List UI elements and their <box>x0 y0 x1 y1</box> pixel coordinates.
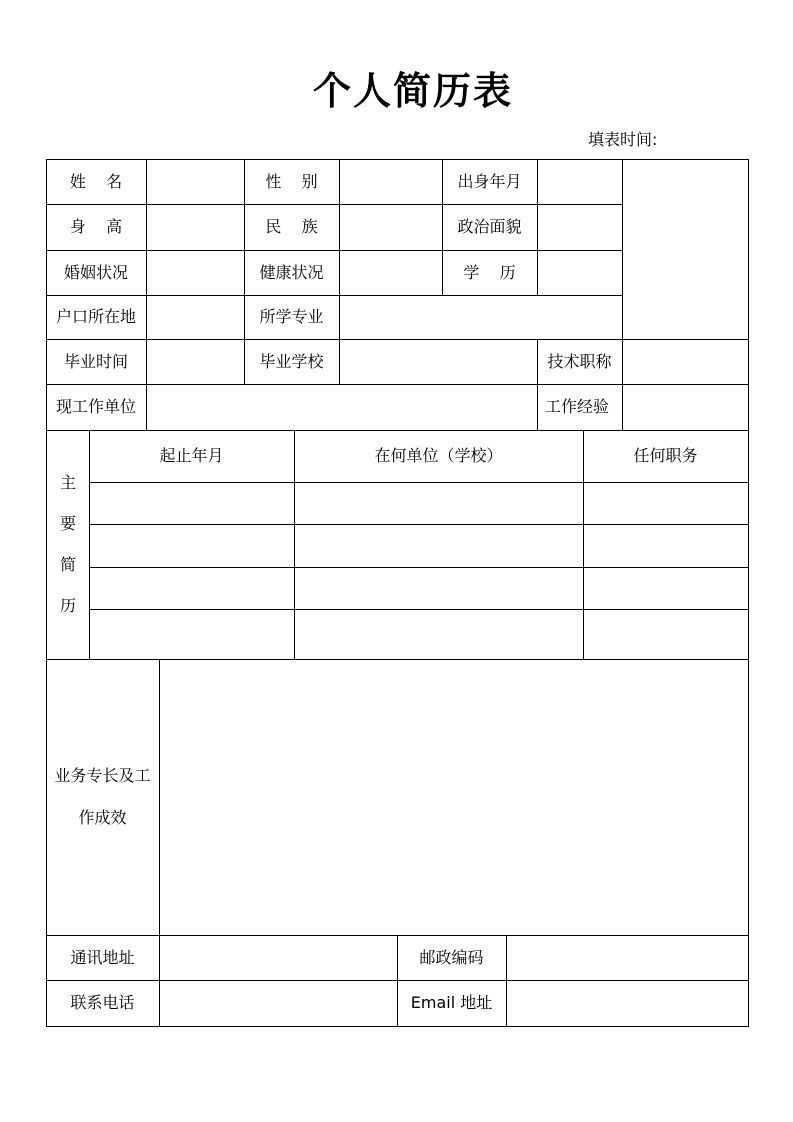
input-major[interactable] <box>340 296 622 339</box>
input-current-employer[interactable] <box>147 385 537 430</box>
resume-header-employer: 在何单位（学校） <box>374 446 503 465</box>
resume-cell[interactable] <box>295 610 583 659</box>
input-education[interactable] <box>538 251 622 295</box>
input-health[interactable] <box>340 251 442 295</box>
label-phone: 联系电话 <box>70 993 135 1012</box>
input-phone[interactable] <box>160 981 397 1026</box>
expertise-label: 业务专长及工作成效 <box>54 766 151 827</box>
resume-cell[interactable] <box>295 568 583 609</box>
label-ethnicity: 民 族 <box>265 217 318 236</box>
input-name[interactable] <box>147 160 244 204</box>
label-tech-title: 技术职称 <box>547 351 612 371</box>
label-major: 所学专业 <box>259 307 324 326</box>
input-email[interactable] <box>507 981 748 1026</box>
expertise-input[interactable] <box>160 660 748 935</box>
page-title: 个人简历表 <box>312 69 513 113</box>
input-postcode[interactable] <box>507 936 748 980</box>
label-grad-school: 毕业学校 <box>259 351 324 371</box>
label-height: 身 高 <box>69 217 123 236</box>
label-address: 通讯地址 <box>70 947 135 967</box>
resume-side-label <box>46 430 90 659</box>
label-current-employer: 现工作单位 <box>55 397 136 416</box>
resume-cell[interactable] <box>90 610 294 659</box>
label-marital: 婚姻状况 <box>63 262 128 282</box>
label-hukou: 户口所在地 <box>55 307 136 326</box>
resume-cell[interactable] <box>584 568 748 609</box>
input-gender[interactable] <box>340 160 442 204</box>
input-grad-school[interactable] <box>340 340 537 384</box>
label-work-experience: 工作经验 <box>544 397 609 416</box>
label-postcode: 邮政编码 <box>419 947 484 967</box>
label-email: Email 地址 <box>410 993 493 1012</box>
input-hukou[interactable] <box>147 296 244 339</box>
label-name: 姓 名 <box>69 171 123 191</box>
input-ethnicity[interactable] <box>340 205 442 250</box>
label-political: 政治面貌 <box>457 217 522 236</box>
label-gender: 性 别 <box>265 171 318 191</box>
resume-header-period: 起止年月 <box>159 446 224 465</box>
input-marital[interactable] <box>147 251 244 295</box>
resume-side-char: 要 <box>59 514 76 533</box>
input-work-experience[interactable] <box>623 385 748 430</box>
input-address[interactable] <box>160 936 397 980</box>
input-political[interactable] <box>538 205 622 250</box>
input-tech-title[interactable] <box>623 340 748 384</box>
input-birth[interactable] <box>538 160 622 204</box>
input-grad-time[interactable] <box>147 340 244 384</box>
label-grad-time: 毕业时间 <box>63 351 128 371</box>
label-education: 学 历 <box>463 262 516 282</box>
resume-cell[interactable] <box>584 610 748 659</box>
resume-cell[interactable] <box>90 483 294 524</box>
resume-cell[interactable] <box>295 525 583 567</box>
fill-date-label: 填表时间: <box>588 130 658 149</box>
resume-side-char: 历 <box>59 596 76 615</box>
expertise-label-cell <box>46 659 159 935</box>
resume-header-position: 任何职务 <box>633 446 698 465</box>
resume-cell[interactable] <box>90 525 294 567</box>
photo-area[interactable] <box>623 160 748 339</box>
label-health: 健康状况 <box>259 262 324 282</box>
resume-side-char: 主 <box>59 473 76 492</box>
resume-side-char: 简 <box>59 555 76 574</box>
resume-cell[interactable] <box>584 483 748 524</box>
input-height[interactable] <box>147 205 244 250</box>
table-border-right <box>748 159 749 1027</box>
resume-cell[interactable] <box>295 483 583 524</box>
resume-cell[interactable] <box>584 525 748 567</box>
label-birth: 出身年月 <box>457 171 522 191</box>
resume-cell[interactable] <box>90 568 294 609</box>
